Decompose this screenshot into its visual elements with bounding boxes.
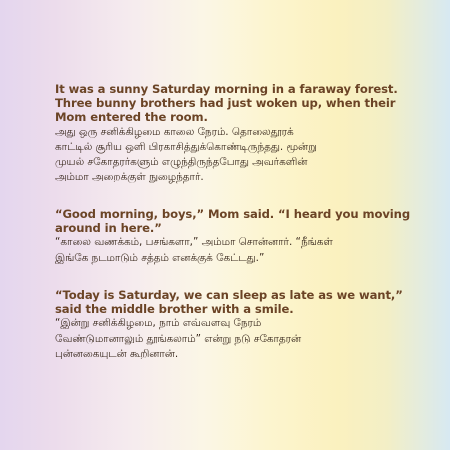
tamil-line: காட்டில் சூரிய ஒளி பிரகாசித்துக்கொண்டிருந்தது. மூன்று [55, 140, 317, 153]
tamil-line: “காலை வணக்கம், பசங்களா,” அம்மா சொன்னார். “நீங்கள் [55, 236, 333, 249]
tamil-line: வேண்டுமானாலும் தூங்கலாம்” என்று நடு சகோதரன் [55, 332, 302, 345]
tamil-line: புன்னகையுடன் கூறினான். [55, 347, 179, 360]
english-line: “Good morning, boys,” Mom said. “I heard you moving [55, 207, 411, 221]
english-line: around in here.” [55, 221, 162, 236]
english-line: “Today is Saturday, we can sleep as late as we want,” [55, 288, 403, 302]
paragraph-1 [55, 82, 440, 185]
english-line: It was a sunny Saturday morning in a faraway forest. [55, 82, 398, 96]
tamil-line: இங்கே நடமாடும் சத்தம் எனக்குக் கேட்டது.” [55, 251, 265, 264]
english-line: Three bunny brothers had just woken up, when their [55, 96, 396, 111]
paragraph-3 [55, 288, 440, 362]
tamil-line: அம்மா அறைக்குள் நுழைந்தார். [55, 171, 204, 184]
tamil-line: முயல் சகோதரர்களும் எழுந்திருந்தபோது அவர்களின் [55, 156, 308, 169]
english-line: said the middle brother with a smile. [55, 302, 294, 317]
paragraph-2 [55, 207, 440, 266]
english-line: Mom entered the room. [55, 110, 208, 125]
tamil-line: அது ஒரு சனிக்கிழமை காலை நேரம். தொலைதூரக் [55, 125, 294, 138]
tamil-line: “இன்று சனிக்கிழமை, நாம் எவ்வளவு நேரம் [55, 317, 262, 330]
